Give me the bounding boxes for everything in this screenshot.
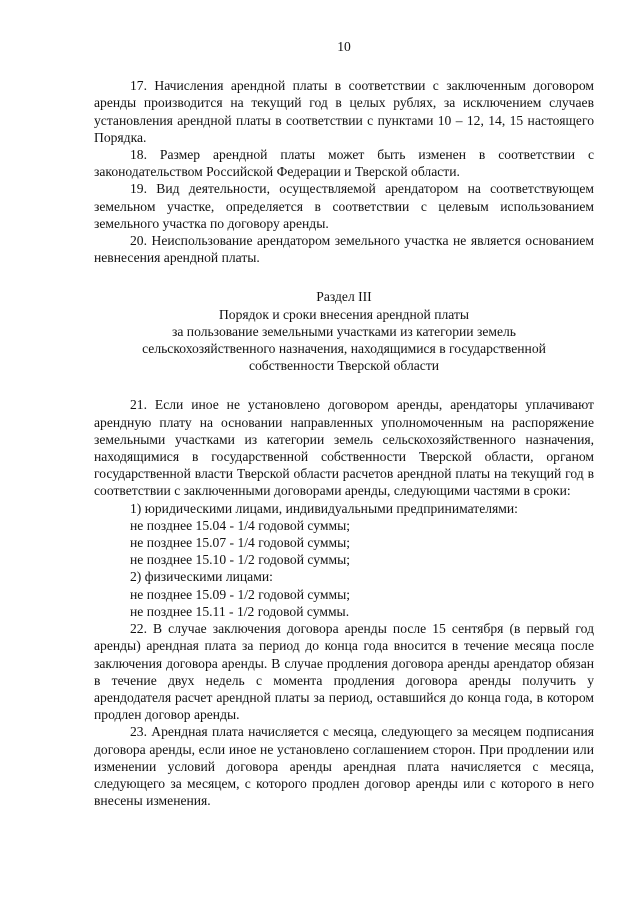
section-number: Раздел III xyxy=(316,289,372,305)
section-title-line: за пользование земельными участками из категории земель xyxy=(172,323,516,339)
section-heading xyxy=(94,288,594,374)
document-page xyxy=(94,38,594,809)
paragraph-23: 23. Арендная плата начисляется с месяца, следующего за месяцем подписания договора аренды, если иное не установлено соглашением сторон. При продлении или изменении условий договора аренды арендная плата начисляется с месяца, следующего за месяцем, с которого продлен договор аренды или с которого в него внесены изменения. xyxy=(94,724,594,809)
list-item: не позднее 15.10 - 1/2 годовой суммы; xyxy=(130,552,350,568)
list-item: не позднее 15.09 - 1/2 годовой суммы; xyxy=(130,586,350,602)
paragraph-17: 17. Начисления арендной платы в соответствии с заключенным договором аренды производится на текущий год в целых рублях, за исключением случаев установления арендной платы в соответствии с пунктами 10 – 12, 14, 15 настоящего Порядка. xyxy=(94,78,594,145)
paragraph-22: 22. В случае заключения договора аренды после 15 сентября (в первый год аренды) арендная плата за период до конца года вносится в течение месяца после заключения договора аренды. В случае продления договора аренды арендатор обязан в течение двух недель с момента продления договора аренды получить у арендодателя расчет арендной платы за период, оставшийся до конца года, в котором продлен договор аренды. xyxy=(94,621,594,723)
paragraph-21: 21. Если иное не установлено договором аренды, арендаторы уплачивают арендную плату на основании направленных уполномоченным на распоряжение земельными участками из категории земель сельскохозяйственного назначения, находящимися в государственной собственности Тверской области, органом государственной власти Тверской области расчетов арендной платы на текущий год в соответствии с заключенными договорами аренды, следующими частями в сроки: xyxy=(94,397,594,499)
list-item: не позднее 15.07 - 1/4 годовой суммы; xyxy=(130,535,350,551)
list-item: не позднее 15.04 - 1/4 годовой суммы; xyxy=(130,517,350,533)
section-title-line: собственности Тверской области xyxy=(248,358,440,374)
list-item: 2) физическими лицами: xyxy=(130,569,273,585)
list-item: не позднее 15.11 - 1/2 годовой суммы. xyxy=(130,603,350,619)
paragraph-18: 18. Размер арендной платы может быть изменен в соответствии с законодательством Российской Федерации и Тверской области. xyxy=(94,147,594,180)
section-title-line: сельскохозяйственного назначения, находящимися в государственной xyxy=(142,341,546,357)
page-number: 10 xyxy=(337,39,351,54)
section-title-line: Порядок и сроки внесения арендной платы xyxy=(218,306,470,322)
list-item: 1) юридическими лицами, индивидуальными предпринимателями: xyxy=(130,500,518,516)
paragraph-19: 19. Вид деятельности, осуществляемой арендатором на соответствующем земельном участке, определяется в соответствии с целевым использованием земельного участка по договору аренды. xyxy=(94,181,594,231)
paragraph-20: 20. Неиспользование арендатором земельного участка не является основанием невнесения арендной платы. xyxy=(94,233,594,266)
